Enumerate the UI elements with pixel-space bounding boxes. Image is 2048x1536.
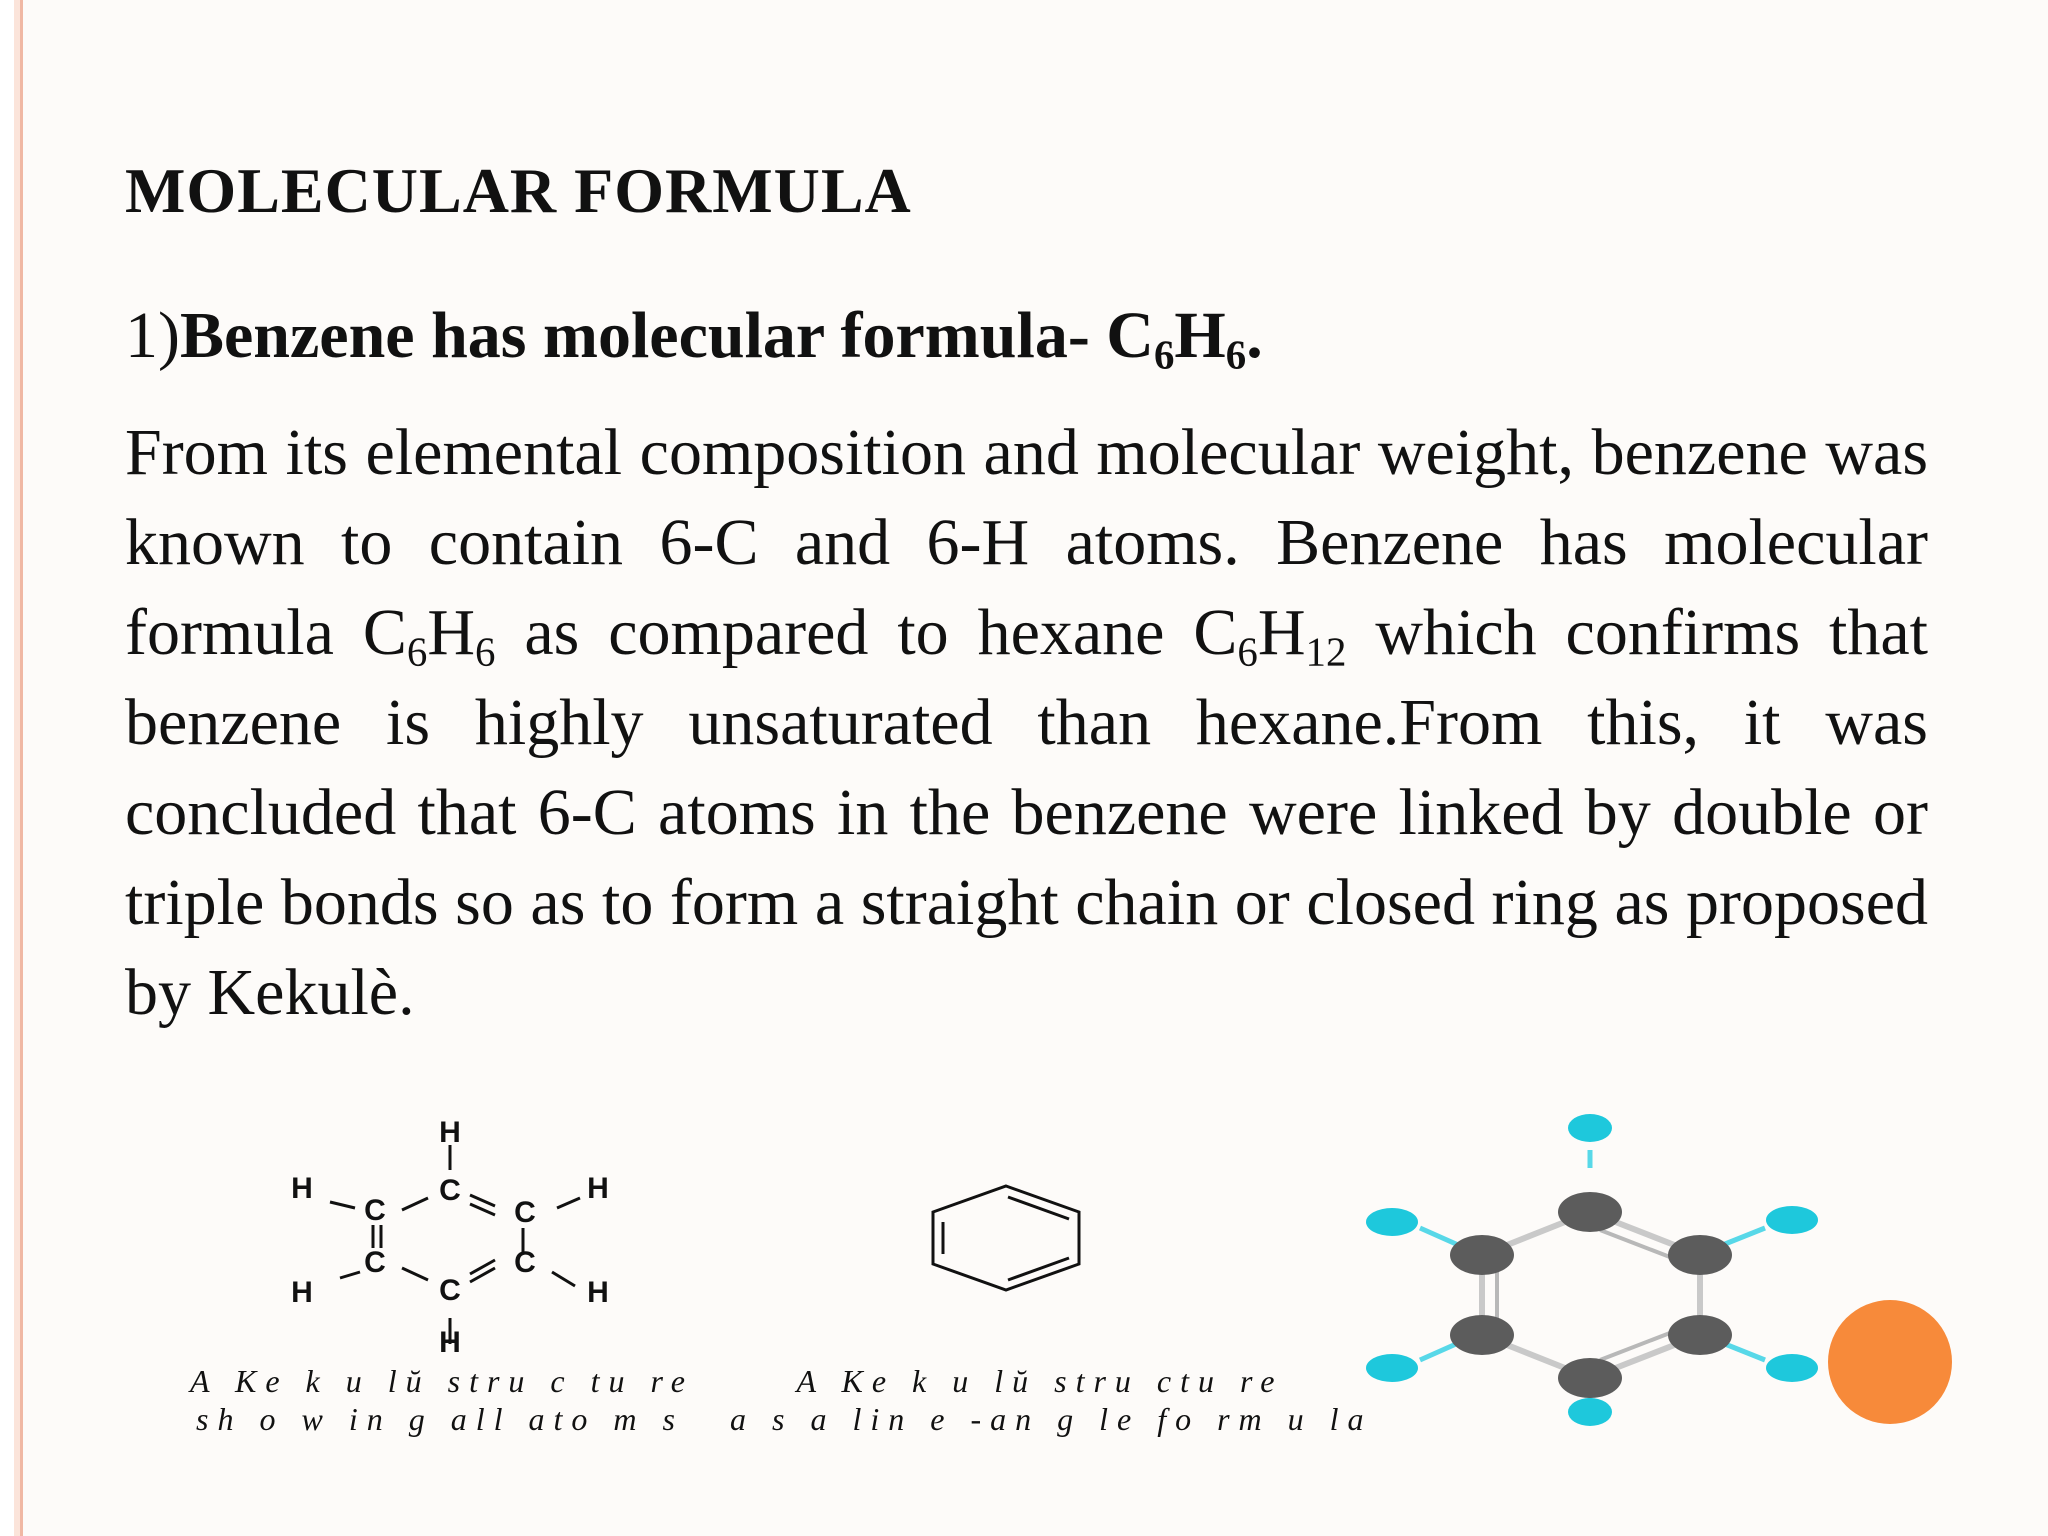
- atom-h-bottom: H: [439, 1326, 461, 1359]
- kekule-structure-all-atoms: [291, 1116, 609, 1359]
- atom-h-top: H: [439, 1116, 461, 1149]
- atom-c-lower-right: C: [514, 1246, 536, 1279]
- body-paragraph: From its elemental composition and molecular weight, benzene was known to contain 6-C and 6-H atoms. Benzene has molecular formula $C_6H_6$ as compared to hexane $C_6H_{12}$ which confirms that benzene is highly unsaturated than hexane.From this, it was concluded that 6-C atoms in the benzene were linked by double or triple bonds so as to form a straight chain or closed ring as proposed by Kekulè.: [125, 416, 1929, 1029]
- kekule-line-angle-structure: [933, 1186, 1079, 1290]
- atom-h-upper-right: H: [587, 1172, 609, 1205]
- atom-h-lower-right: H: [587, 1276, 609, 1309]
- point-title-text: Benzene has molecular formula- $C_6H_6$.: [179, 299, 1263, 378]
- atom-c-upper-left: C: [364, 1194, 386, 1227]
- atom-c-top: C: [439, 1174, 461, 1207]
- atom-h-upper-left: H: [291, 1172, 313, 1205]
- ball-and-stick-model: [1366, 1114, 1952, 1426]
- atom-c-lower-left: C: [364, 1246, 386, 1279]
- atom-h-lower-left: H: [291, 1276, 313, 1309]
- slide-heading: MOLECULAR FORMULA: [125, 155, 912, 226]
- atom-c-bottom: C: [439, 1274, 461, 1307]
- caption-line-angle: A Ke k u lŭ stru ctu re a s a lin e -an g le fo rm u la: [730, 1363, 1373, 1437]
- caption-kekule-all-atoms: A Ke k u lŭ stru c tu re sh o w in g all ato m s: [190, 1363, 694, 1437]
- carbon-atoms: [1450, 1192, 1732, 1398]
- atom-c-upper-right: C: [514, 1196, 536, 1229]
- orange-accent-circle: [1828, 1300, 1952, 1424]
- point-number: 1): [125, 299, 180, 372]
